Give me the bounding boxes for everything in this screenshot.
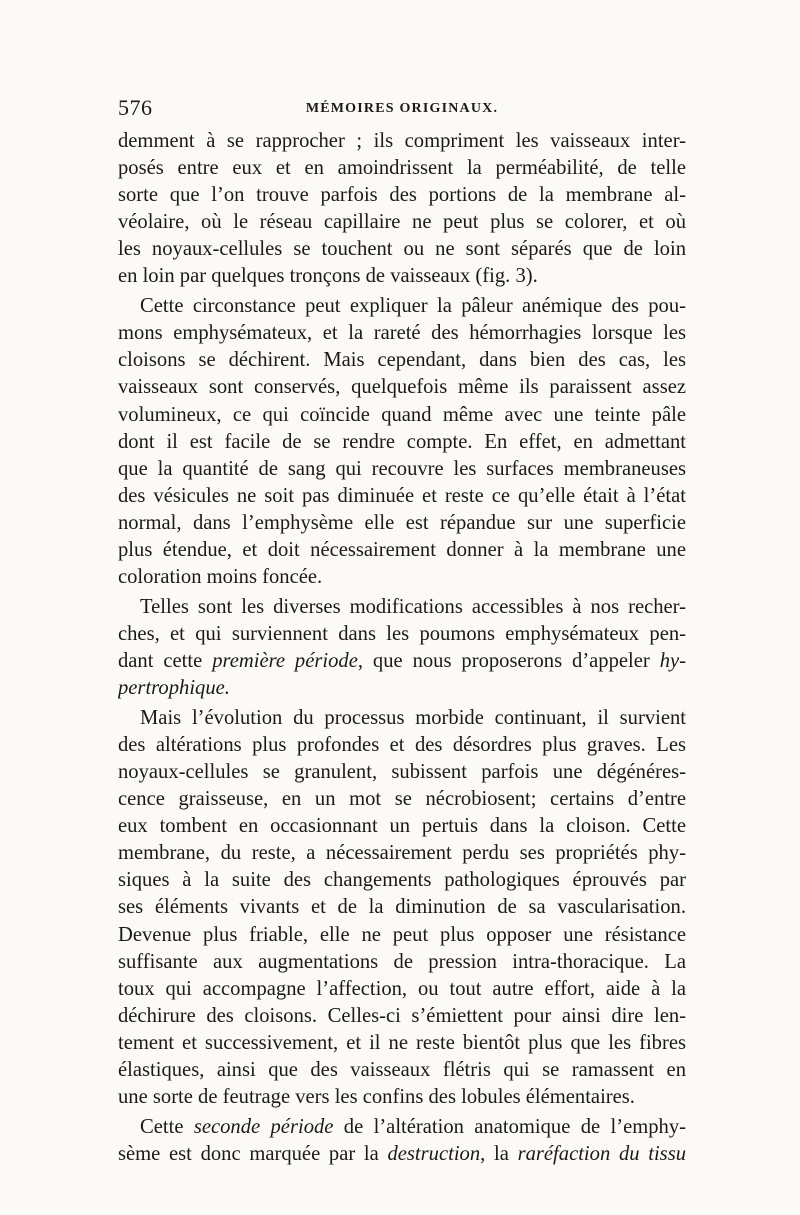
text-line [118,705,686,732]
text-run: véolaire, où le réseau capillaire ne peut plus se colorer, et où [118,211,686,234]
text-run: cence graisseuse, en un mot se nécrobiosent; certains d’entre [118,788,686,811]
text-line [118,867,686,894]
text-line [118,732,686,759]
text-run: ches, et qui surviennent dans les poumons emphysémateux pen- [118,622,686,645]
page-header [118,95,686,125]
text-line [118,402,686,429]
paragraph [118,128,686,291]
italic-run: hy- [659,649,686,672]
paragraph [118,705,686,1111]
text-run: Telles sont les diverses modifications accessibles à nos recher- [140,595,686,618]
text-run: Cette [140,1115,194,1138]
text-line [118,374,686,401]
text-line [118,675,686,702]
text-line [118,293,686,320]
text-run: , la [480,1142,518,1165]
text-run: Mais l’évolution du processus morbide continuant, il survient [140,706,686,729]
paragraph [118,293,686,591]
text-run: Devenue plus friable, elle ne peut plus opposer une résistance [118,923,686,946]
text-line [118,128,686,155]
text-run: déchirure des cloisons. Celles-ci s’émiettent pour ainsi dire len- [118,1004,686,1027]
paragraph [118,1114,686,1168]
text-run: des vésicules ne soit pas diminuée et reste ce qu’elle était à l’état [118,484,686,507]
text-run: , que nous proposerons d’appeler [357,649,660,672]
text-run: siques à la suite des changements pathologiques éprouvés par [118,869,686,892]
text-run: de l’altération anatomique de l’emphy- [333,1115,686,1138]
text-run: eux tombent en occasionnant un pertuis dans la cloison. Cette [118,815,686,838]
text-line [118,1030,686,1057]
text-run: toux qui accompagne l’affection, ou tout autre effort, aide à la [118,977,686,1000]
text-run: des altérations plus profondes et des désordres plus graves. Les [118,733,686,756]
text-line [118,347,686,374]
text-line [118,1057,686,1084]
italic-run: seconde période [193,1115,334,1138]
text-line [118,1003,686,1030]
text-line [118,840,686,867]
text-run: les noyaux-cellules se touchent ou ne sont séparés que de loin [118,238,686,261]
text-run: dant cette [118,649,213,672]
text-run: posés entre eux et en amoindrissent la perméabilité, de telle [118,157,686,180]
text-run: noyaux-cellules se granulent, subissent parfois une dégénéres- [118,760,686,783]
text-line [118,1084,686,1111]
text-run: tement et successivement, et il ne reste bientôt plus que les fibres [118,1031,686,1054]
text-line [118,510,686,537]
italic-run: pertrophique. [118,677,230,700]
text-run: normal, dans l’emphysème elle est répandue sur une superficie [118,511,686,534]
text-run: plus étendue, et doit nécessairement donner à la membrane une [118,539,686,561]
text-line [118,236,686,263]
text-line [118,537,686,564]
text-run: cloisons se déchirent. Mais cependant, dans bien des cas, les [118,349,686,372]
text-run: sème est donc marquée par la [118,1142,388,1165]
text-line [118,320,686,347]
text-line [118,594,686,621]
text-run: dont il est facile de se rendre compte. En effet, en admettant [118,430,686,453]
text-run: mons emphysémateux, et la rareté des hémorrhagies lorsque les [118,322,686,345]
text-run: volumineux, ce qui coïncide quand même avec une teinte pâle [118,403,686,426]
text-line [118,621,686,648]
italic-run: raréfaction du tissu [517,1142,686,1165]
text-line [118,922,686,949]
text-line [118,429,686,456]
text-line [118,894,686,921]
text-run: membrane, du reste, a nécessairement perdu ses propriétés phy- [118,842,686,865]
text-run: une sorte de feutrage vers les confins des lobules élémentaires. [118,1086,635,1109]
text-run: Cette circonstance peut expliquer la pâleur anémique des pou- [140,295,686,318]
paragraph [118,594,686,702]
italic-run: première période [212,649,358,672]
running-title: MÉMOIRES ORIGINAUX. [305,101,499,116]
text-run: suffisante aux augmentations de pression intra-thoracique. La [118,950,686,973]
text-line [118,786,686,813]
text-line [118,976,686,1003]
text-run: que la quantité de sang qui recouvre les surfaces membraneuses [118,457,686,480]
text-run: élastiques, ainsi que des vaisseaux flétris qui se ramassent en [118,1058,686,1081]
text-run: vaisseaux sont conservés, quelquefois même ils paraissent assez [118,376,686,399]
text-line [118,1114,686,1141]
text-run: ses éléments vivants et de la diminution de sa vascularisation. [118,896,686,919]
text-line [118,209,686,236]
text-line [118,263,686,290]
body-text [118,128,686,1168]
text-line [118,949,686,976]
text-run: demment à se rapprocher ; ils compriment les vaisseaux inter- [118,130,686,152]
text-line [118,648,686,675]
text-line [118,813,686,840]
text-line [118,155,686,182]
text-line [118,564,686,591]
page-number: 576 [118,95,153,120]
text-line [118,182,686,209]
text-run: en loin par quelques tronçons de vaisseaux (fig. 3). [118,265,538,288]
text-line [118,483,686,510]
text-run: sorte que l’on trouve parfois des portions de la membrane al- [118,184,686,207]
text-line [118,759,686,786]
text-run: coloration moins foncée. [118,566,323,589]
italic-run: destruction [387,1142,481,1165]
text-line [118,456,686,483]
text-line [118,1141,686,1168]
